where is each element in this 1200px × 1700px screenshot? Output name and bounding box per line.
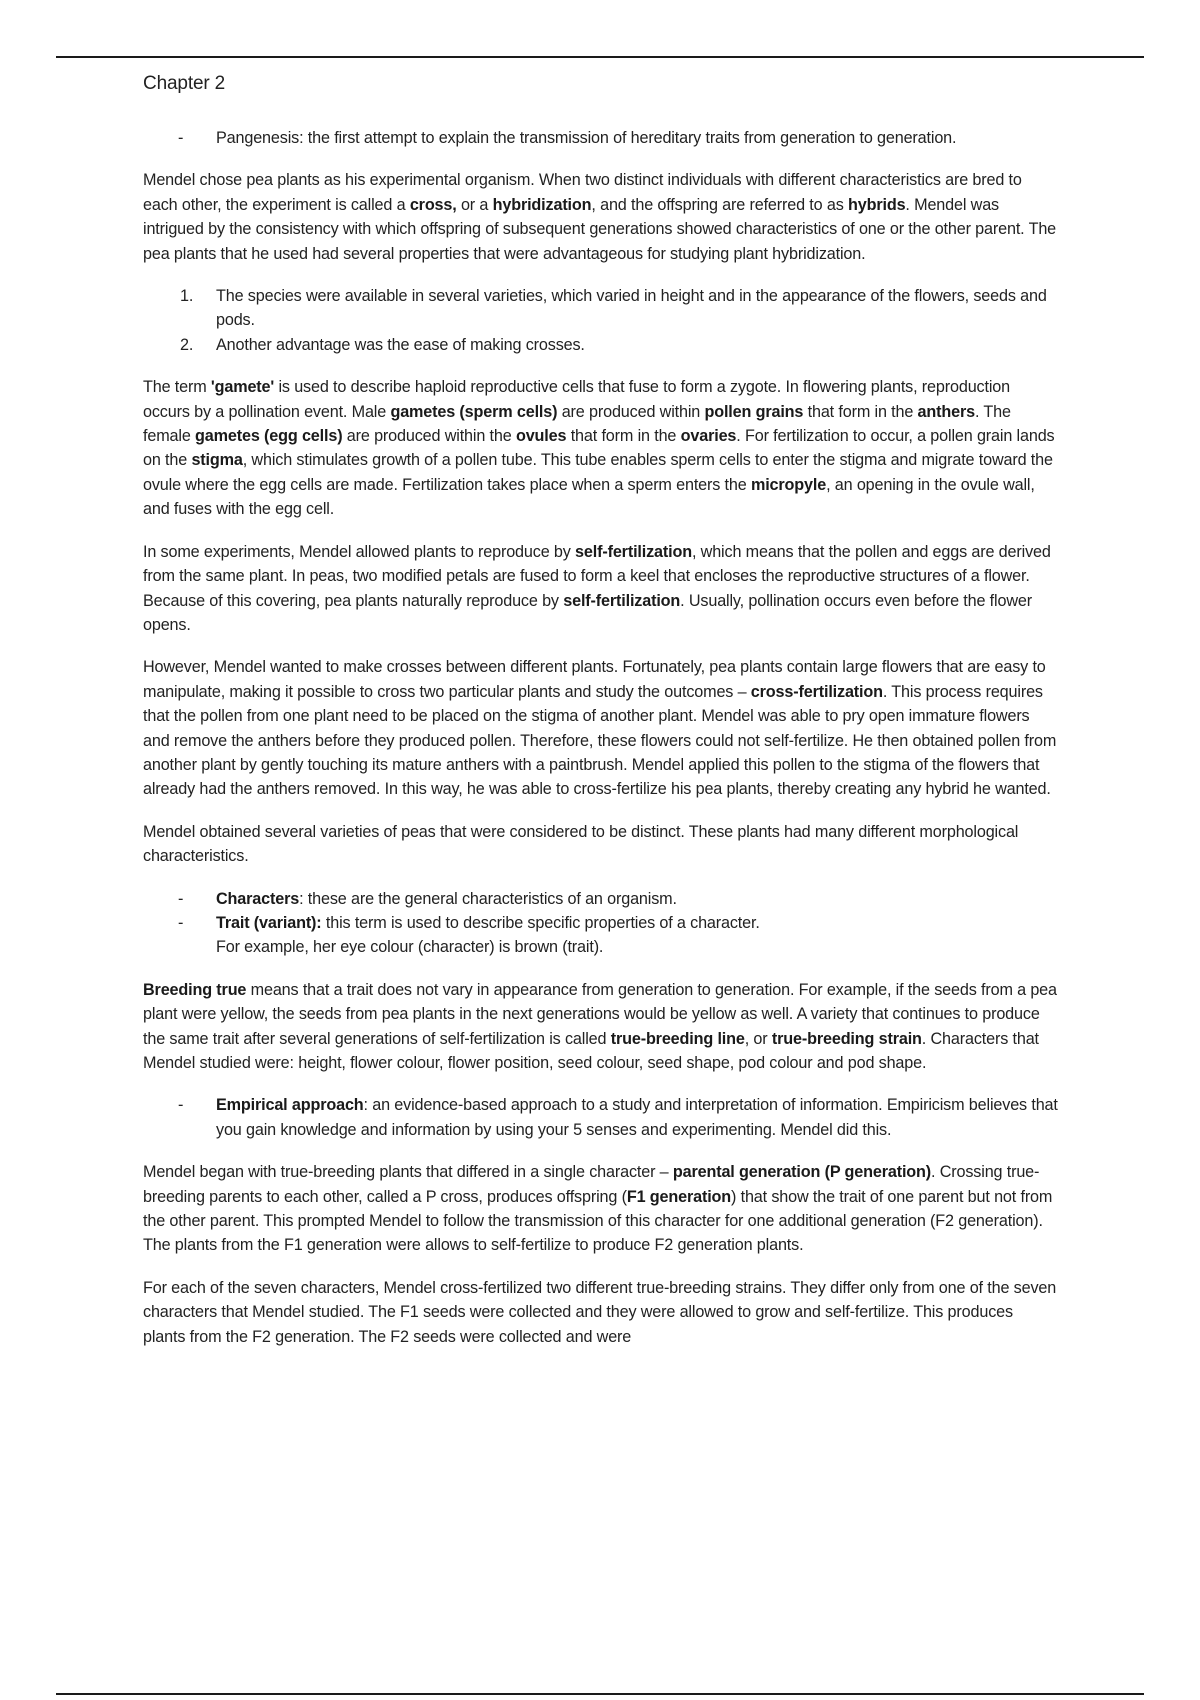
advantages-list	[143, 284, 1058, 357]
intro-bullet-list	[143, 126, 1058, 150]
paragraph-cross-fertilization: However, Mendel wanted to make crosses between different plants. Fortunately, pea plants contain large flowers that are easy to manipulate, making it possible to cross two particular plants and study the outcomes – cross-fertilization. This process requires that the pollen from one plant need to be placed on the stigma of another plant. Mendel was able to pry open immature flowers and remove the anthers before they produced pollen. Therefore, these flowers could not self-fertilize. He then obtained pollen from another plant by gently touching its mature anthers with a paintbrush. Mendel applied this pollen to the stigma of the flowers that already had the anthers removed. In this way, he was able to cross-fertilize his pea plants, thereby creating any hybrid he wanted.	[143, 658, 1057, 799]
definitions-list	[143, 887, 1058, 960]
list-item: 1. The species were available in several varieties, which varied in height and in the appearance of the flowers, seeds and pods.	[180, 287, 1047, 330]
document-body	[143, 72, 1058, 1367]
paragraph-pea-plants: Mendel chose pea plants as his experimental organism. When two distinct individuals with different characteristics are bred to each other, the experiment is called a cross, or a hybridization, and the offspring are referred to as hybrids. Mendel was intrigued by the consistency with which offspring of subsequent generations showed characteristics of one or the other parent. The pea plants that he used had several properties that were advantageous for studying plant hybridization.	[143, 171, 1057, 263]
list-item: - Pangenesis: the first attempt to explain the transmission of hereditary traits from generation to generation.	[143, 126, 1058, 150]
paragraph-self-fertilization: In some experiments, Mendel allowed plants to reproduce by self-fertilization, which means that the pollen and eggs are derived from the same plant. In peas, two modified petals are fused to form a keel that encloses the reproductive structures of a flower. Because of this covering, pea plants naturally reproduce by self-fertilization. Usually, pollination occurs even before the flower opens.	[143, 542, 1051, 634]
header-rule	[56, 56, 1144, 58]
list-item: 2. Another advantage was the ease of making crosses.	[180, 335, 585, 354]
list-item: - Empirical approach: an evidence-based approach to a study and interpretation of information. Empiricism believes that you gain knowledge and information by using your 5 senses and experimenting. Mendel did this.	[178, 1096, 1058, 1139]
paragraph-seven-characters: For each of the seven characters, Mendel cross-fertilized two different true-breeding strains. They differ only from one of the seven characters that Mendel studied. The F1 seeds were collected and they were allowed to grow and self-fertilize. This produces plants from the F2 generation. The F2 seeds were collected and were	[143, 1278, 1057, 1346]
list-item: - Characters: these are the general characteristics of an organism.	[178, 889, 677, 908]
empirical-list	[143, 1093, 1058, 1142]
footer-rule	[56, 1693, 1144, 1695]
chapter-heading: Chapter 2	[143, 73, 226, 94]
bullet-marker: -	[178, 129, 184, 147]
paragraph-gametes: The term 'gamete' is used to describe haploid reproductive cells that fuse to form a zygote. In flowering plants, reproduction occurs by a pollination event. Male gametes (sperm cells) are produced within pollen grains that form in the anthers. The female gametes (egg cells) are produced within the ovules that form in the ovaries. For fertilization to occur, a pollen grain lands on the stigma, which stimulates growth of a pollen tube. This tube enables sperm cells to enter the stigma and migrate toward the ovule where the egg cells are made. Fertilization takes place when a sperm enters the micropyle, an opening in the ovule wall, and fuses with the egg cell.	[143, 378, 1055, 519]
paragraph-breeding-true: Breeding true means that a trait does not vary in appearance from generation to generation. For example, if the seeds from a pea plant were yellow, the seeds from pea plants in the next generations would be yellow as well. A variety that continues to produce the same trait after several generations of self-fertilization is called true-breeding line, or true-breeding strain. Characters that Mendel studied were: height, flower colour, flower position, seed colour, seed shape, pod colour and pod shape.	[143, 980, 1057, 1072]
paragraph-p-generation: Mendel began with true-breeding plants that differed in a single character – parental generation (P generation). Crossing true-breeding parents to each other, called a P cross, produces offspring (F1 generation) that show the trait of one parent but not from the other parent. This prompted Mendel to follow the transmission of this character for one additional generation (F2 generation). The plants from the F1 generation were allows to self-fertilize to produce F2 generation plants.	[143, 1163, 1053, 1255]
paragraph-varieties: Mendel obtained several varieties of peas that were considered to be distinct. These plants had many different morphological characteristics.	[143, 822, 1019, 866]
list-item: - Trait (variant): this term is used to describe specific properties of a character. For example, her eye colour (character) is brown (trait).	[178, 913, 760, 957]
